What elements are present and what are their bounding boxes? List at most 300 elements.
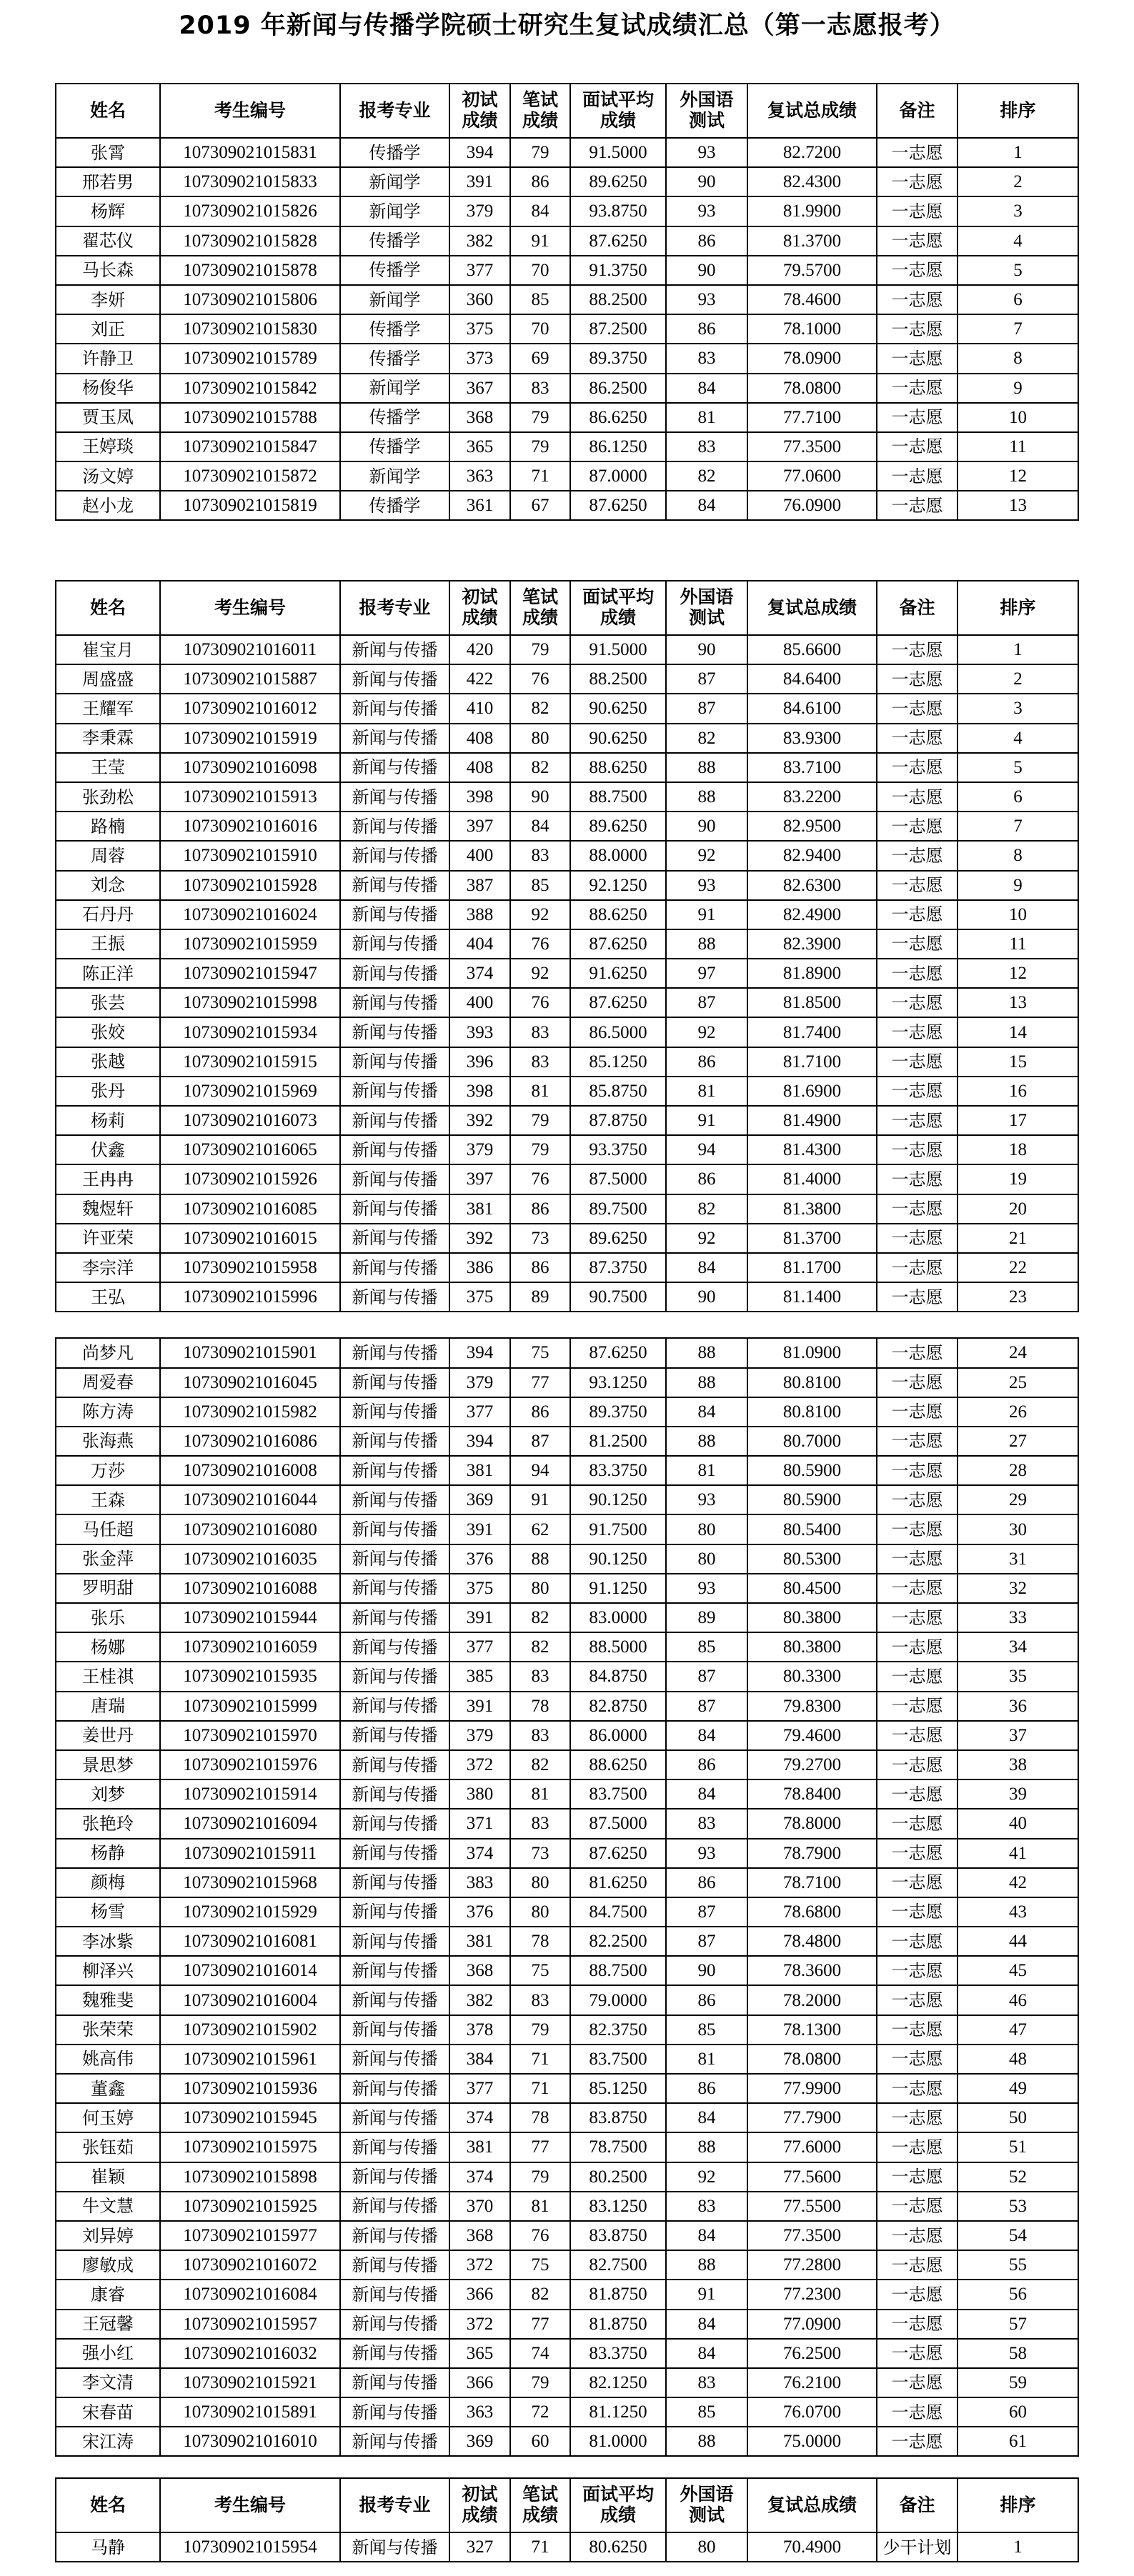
interview-avg-cell: 89.3750 bbox=[570, 1397, 666, 1427]
total-score-cell: 83.9300 bbox=[747, 724, 877, 753]
foreign-lang-cell: 83 bbox=[666, 1809, 747, 1838]
table-row bbox=[56, 1603, 1078, 1632]
written-score-cell: 80 bbox=[510, 1868, 570, 1897]
total-score-cell: 83.2200 bbox=[747, 782, 877, 812]
rank-cell: 51 bbox=[958, 2132, 1078, 2162]
name-cell: 张钰茹 bbox=[56, 2132, 160, 2162]
remark-cell: 一志愿 bbox=[877, 1574, 958, 1603]
candidate-id-cell: 107309021016032 bbox=[160, 2339, 340, 2368]
candidate-id-cell: 107309021015944 bbox=[160, 1603, 340, 1632]
table-row bbox=[56, 1662, 1078, 1691]
foreign-lang-cell: 92 bbox=[666, 1017, 747, 1047]
total-score-cell: 85.6600 bbox=[747, 635, 877, 664]
table-row bbox=[56, 1750, 1078, 1779]
rank-cell: 34 bbox=[958, 1632, 1078, 1662]
name-cell: 赵小龙 bbox=[56, 491, 160, 520]
rank-cell: 6 bbox=[958, 285, 1078, 314]
total-score-cell: 78.1000 bbox=[747, 314, 877, 344]
major-cell: 传播学 bbox=[340, 403, 449, 432]
table-row bbox=[56, 2310, 1078, 2339]
table-row bbox=[56, 2280, 1078, 2309]
header-written-score: 笔试 成绩 bbox=[510, 581, 570, 635]
table-row bbox=[56, 1282, 1078, 1312]
name-cell: 张霄 bbox=[56, 138, 160, 167]
total-score-cell: 82.4900 bbox=[747, 900, 877, 929]
interview-avg-cell: 83.3750 bbox=[570, 2339, 666, 2368]
name-cell: 康睿 bbox=[56, 2280, 160, 2309]
rank-cell: 31 bbox=[958, 1544, 1078, 1574]
interview-avg-cell: 82.8750 bbox=[570, 1692, 666, 1721]
foreign-lang-cell: 88 bbox=[666, 1368, 747, 1397]
total-score-cell: 78.0800 bbox=[747, 2045, 877, 2074]
interview-avg-cell: 83.7500 bbox=[570, 2045, 666, 2074]
table-row bbox=[56, 959, 1078, 988]
interview-avg-cell: 91.7500 bbox=[570, 1514, 666, 1544]
foreign-lang-cell: 87 bbox=[666, 664, 747, 694]
prelim-score-cell: 369 bbox=[449, 2427, 510, 2456]
foreign-lang-cell: 81 bbox=[666, 1456, 747, 1485]
table-row bbox=[56, 1809, 1078, 1838]
remark-cell: 一志愿 bbox=[877, 841, 958, 870]
prelim-score-cell: 375 bbox=[449, 1282, 510, 1312]
rank-cell: 8 bbox=[958, 841, 1078, 870]
table-row bbox=[56, 1985, 1078, 2015]
prelim-score-cell: 381 bbox=[449, 1456, 510, 1485]
major-cell: 新闻与传播 bbox=[340, 1427, 449, 1456]
table-row bbox=[56, 2074, 1078, 2103]
foreign-lang-cell: 86 bbox=[666, 314, 747, 344]
prelim-score-cell: 394 bbox=[449, 1427, 510, 1456]
interview-avg-cell: 82.2500 bbox=[570, 1927, 666, 1956]
prelim-score-cell: 398 bbox=[449, 1077, 510, 1106]
remark-cell: 一志愿 bbox=[877, 664, 958, 694]
rank-cell: 12 bbox=[958, 461, 1078, 491]
header-rank: 排序 bbox=[958, 581, 1078, 635]
major-cell: 新闻与传播 bbox=[340, 1956, 449, 1985]
written-score-cell: 77 bbox=[510, 2310, 570, 2339]
written-score-cell: 83 bbox=[510, 1047, 570, 1077]
rank-cell: 61 bbox=[958, 2427, 1078, 2456]
interview-avg-cell: 87.6250 bbox=[570, 988, 666, 1017]
major-cell: 新闻与传播 bbox=[340, 2103, 449, 2132]
candidate-id-cell: 107309021015998 bbox=[160, 988, 340, 1017]
candidate-id-cell: 107309021015982 bbox=[160, 1397, 340, 1427]
interview-avg-cell: 84.7500 bbox=[570, 1897, 666, 1927]
header-name: 姓名 bbox=[56, 2478, 160, 2532]
major-cell: 新闻与传播 bbox=[340, 1368, 449, 1397]
major-cell: 新闻与传播 bbox=[340, 2250, 449, 2280]
prelim-score-cell: 379 bbox=[449, 1368, 510, 1397]
remark-cell: 一志愿 bbox=[877, 403, 958, 432]
prelim-score-cell: 372 bbox=[449, 2250, 510, 2280]
rank-cell: 36 bbox=[958, 1692, 1078, 1721]
rank-cell: 46 bbox=[958, 1985, 1078, 2015]
table-row bbox=[56, 1427, 1078, 1456]
rank-cell: 50 bbox=[958, 2103, 1078, 2132]
total-score-cell: 81.7400 bbox=[747, 1017, 877, 1047]
name-cell: 李文清 bbox=[56, 2368, 160, 2397]
interview-avg-cell: 89.3750 bbox=[570, 344, 666, 373]
prelim-score-cell: 377 bbox=[449, 1632, 510, 1662]
total-score-cell: 78.7900 bbox=[747, 1839, 877, 1868]
rank-cell: 58 bbox=[958, 2339, 1078, 2368]
total-score-cell: 77.2300 bbox=[747, 2280, 877, 2309]
candidate-id-cell: 107309021015934 bbox=[160, 1017, 340, 1047]
total-score-cell: 78.3600 bbox=[747, 1956, 877, 1985]
interview-avg-cell: 85.8750 bbox=[570, 1077, 666, 1106]
table-row bbox=[56, 1456, 1078, 1485]
foreign-lang-cell: 84 bbox=[666, 2310, 747, 2339]
rank-cell: 40 bbox=[958, 1809, 1078, 1838]
candidate-id-cell: 107309021016035 bbox=[160, 1544, 340, 1574]
major-cell: 新闻与传播 bbox=[340, 1194, 449, 1224]
candidate-id-cell: 107309021015833 bbox=[160, 167, 340, 196]
major-cell: 新闻与传播 bbox=[340, 2162, 449, 2192]
candidate-id-cell: 107309021016045 bbox=[160, 1368, 340, 1397]
name-cell: 姜世丹 bbox=[56, 1721, 160, 1750]
foreign-lang-cell: 90 bbox=[666, 167, 747, 196]
name-cell: 刘念 bbox=[56, 871, 160, 900]
written-score-cell: 79 bbox=[510, 2368, 570, 2397]
candidate-id-cell: 107309021015957 bbox=[160, 2310, 340, 2339]
foreign-lang-cell: 93 bbox=[666, 1839, 747, 1868]
rank-cell: 3 bbox=[958, 196, 1078, 226]
candidate-id-cell: 107309021016015 bbox=[160, 1224, 340, 1253]
major-cell: 传播学 bbox=[340, 256, 449, 285]
remark-cell: 一志愿 bbox=[877, 988, 958, 1017]
rank-cell: 47 bbox=[958, 2015, 1078, 2045]
header-name: 姓名 bbox=[56, 84, 160, 138]
written-score-cell: 91 bbox=[510, 1485, 570, 1514]
name-cell: 强小红 bbox=[56, 2339, 160, 2368]
name-cell: 杨雪 bbox=[56, 1897, 160, 1927]
remark-cell: 一志愿 bbox=[877, 1721, 958, 1750]
candidate-id-cell: 107309021015969 bbox=[160, 1077, 340, 1106]
rank-cell: 6 bbox=[958, 782, 1078, 812]
foreign-lang-cell: 87 bbox=[666, 1692, 747, 1721]
name-cell: 李冰紫 bbox=[56, 1927, 160, 1956]
remark-cell: 一志愿 bbox=[877, 2074, 958, 2103]
prelim-score-cell: 396 bbox=[449, 1047, 510, 1077]
header-rank: 排序 bbox=[958, 2478, 1078, 2532]
rank-cell: 33 bbox=[958, 1603, 1078, 1632]
interview-avg-cell: 91.6250 bbox=[570, 959, 666, 988]
header-interview-avg: 面试平均 成绩 bbox=[570, 2478, 666, 2532]
header-foreign-lang: 外国语 测试 bbox=[666, 581, 747, 635]
rank-cell: 21 bbox=[958, 1224, 1078, 1253]
foreign-lang-cell: 87 bbox=[666, 1927, 747, 1956]
foreign-lang-cell: 86 bbox=[666, 1047, 747, 1077]
score-table-journalism-and-communication bbox=[55, 580, 1079, 2457]
table-row bbox=[56, 138, 1078, 167]
name-cell: 王森 bbox=[56, 1485, 160, 1514]
name-cell: 马长森 bbox=[56, 256, 160, 285]
major-cell: 新闻与传播 bbox=[340, 1164, 449, 1194]
interview-avg-cell: 80.6250 bbox=[570, 2532, 666, 2562]
candidate-id-cell: 107309021015945 bbox=[160, 2103, 340, 2132]
written-score-cell: 71 bbox=[510, 2045, 570, 2074]
header-rank: 排序 bbox=[958, 84, 1078, 138]
written-score-cell: 86 bbox=[510, 1253, 570, 1282]
name-cell: 张艳玲 bbox=[56, 1809, 160, 1838]
name-cell: 尚梦凡 bbox=[56, 1338, 160, 1367]
interview-avg-cell: 89.6250 bbox=[570, 812, 666, 841]
major-cell: 新闻与传播 bbox=[340, 1868, 449, 1897]
remark-cell: 一志愿 bbox=[877, 1427, 958, 1456]
remark-cell: 一志愿 bbox=[877, 2310, 958, 2339]
header-candidate-id: 考生编号 bbox=[160, 581, 340, 635]
table-row bbox=[56, 1135, 1078, 1164]
foreign-lang-cell: 93 bbox=[666, 138, 747, 167]
prelim-score-cell: 397 bbox=[449, 1164, 510, 1194]
prelim-score-cell: 392 bbox=[449, 1224, 510, 1253]
interview-avg-cell: 88.6250 bbox=[570, 1750, 666, 1779]
table-row bbox=[56, 753, 1078, 782]
candidate-id-cell: 107309021016081 bbox=[160, 1927, 340, 1956]
interview-avg-cell: 86.0000 bbox=[570, 1721, 666, 1750]
prelim-score-cell: 376 bbox=[449, 1897, 510, 1927]
table-row bbox=[56, 1839, 1078, 1868]
major-cell: 新闻与传播 bbox=[340, 1514, 449, 1544]
prelim-score-cell: 382 bbox=[449, 226, 510, 256]
remark-cell: 一志愿 bbox=[877, 782, 958, 812]
rank-cell: 5 bbox=[958, 256, 1078, 285]
total-score-cell: 75.0000 bbox=[747, 2427, 877, 2456]
candidate-id-cell: 107309021015828 bbox=[160, 226, 340, 256]
prelim-score-cell: 369 bbox=[449, 1485, 510, 1514]
candidate-id-cell: 107309021015830 bbox=[160, 314, 340, 344]
prelim-score-cell: 372 bbox=[449, 2310, 510, 2339]
candidate-id-cell: 107309021015842 bbox=[160, 374, 340, 403]
major-cell: 新闻与传播 bbox=[340, 1750, 449, 1779]
major-cell: 新闻与传播 bbox=[340, 1017, 449, 1047]
foreign-lang-cell: 93 bbox=[666, 871, 747, 900]
remark-cell: 一志愿 bbox=[877, 724, 958, 753]
total-score-cell: 81.3700 bbox=[747, 226, 877, 256]
rank-cell: 11 bbox=[958, 432, 1078, 461]
prelim-score-cell: 368 bbox=[449, 1956, 510, 1985]
remark-cell: 一志愿 bbox=[877, 2368, 958, 2397]
document-title: 2019 年新闻与传播学院硕士研究生复试成绩汇总（第一志愿报考） bbox=[179, 11, 955, 40]
name-cell: 贾玉凤 bbox=[56, 403, 160, 432]
header-candidate-id: 考生编号 bbox=[160, 84, 340, 138]
rank-cell: 43 bbox=[958, 1897, 1078, 1927]
major-cell: 新闻与传播 bbox=[340, 1544, 449, 1574]
rank-cell: 38 bbox=[958, 1750, 1078, 1779]
remark-cell: 一志愿 bbox=[877, 1809, 958, 1838]
written-score-cell: 81 bbox=[510, 2192, 570, 2221]
total-score-cell: 78.0900 bbox=[747, 344, 877, 373]
total-score-cell: 76.2500 bbox=[747, 2339, 877, 2368]
remark-cell: 一志愿 bbox=[877, 2045, 958, 2074]
candidate-id-cell: 107309021015878 bbox=[160, 256, 340, 285]
rank-cell: 20 bbox=[958, 1194, 1078, 1224]
interview-avg-cell: 88.7500 bbox=[570, 782, 666, 812]
major-cell: 新闻与传播 bbox=[340, 2368, 449, 2397]
table-row bbox=[56, 432, 1078, 461]
rank-cell: 54 bbox=[958, 2221, 1078, 2250]
name-cell: 廖敏成 bbox=[56, 2250, 160, 2280]
rank-cell: 7 bbox=[958, 812, 1078, 841]
written-score-cell: 62 bbox=[510, 1514, 570, 1544]
name-cell: 颜梅 bbox=[56, 1868, 160, 1897]
header-written-score: 笔试 成绩 bbox=[510, 2478, 570, 2532]
foreign-lang-cell: 80 bbox=[666, 2532, 747, 2562]
prelim-score-cell: 373 bbox=[449, 344, 510, 373]
candidate-id-cell: 107309021015926 bbox=[160, 1164, 340, 1194]
total-score-cell: 77.5500 bbox=[747, 2192, 877, 2221]
total-score-cell: 77.2800 bbox=[747, 2250, 877, 2280]
written-score-cell: 79 bbox=[510, 138, 570, 167]
prelim-score-cell: 382 bbox=[449, 1985, 510, 2015]
section-gap-cell bbox=[56, 1312, 1078, 1338]
header-name: 姓名 bbox=[56, 581, 160, 635]
header-major: 报考专业 bbox=[340, 581, 449, 635]
interview-avg-cell: 84.8750 bbox=[570, 1662, 666, 1691]
header-remark: 备注 bbox=[877, 84, 958, 138]
foreign-lang-cell: 88 bbox=[666, 929, 747, 959]
table-row bbox=[56, 1692, 1078, 1721]
written-score-cell: 75 bbox=[510, 1956, 570, 1985]
remark-cell: 一志愿 bbox=[877, 900, 958, 929]
name-cell: 万莎 bbox=[56, 1456, 160, 1485]
name-cell: 罗明甜 bbox=[56, 1574, 160, 1603]
total-score-cell: 70.4900 bbox=[747, 2532, 877, 2562]
total-score-cell: 82.4300 bbox=[747, 167, 877, 196]
prelim-score-cell: 363 bbox=[449, 461, 510, 491]
remark-cell: 一志愿 bbox=[877, 1253, 958, 1282]
table-row bbox=[56, 1956, 1078, 1985]
written-score-cell: 70 bbox=[510, 256, 570, 285]
total-score-cell: 76.0700 bbox=[747, 2397, 877, 2427]
major-cell: 新闻与传播 bbox=[340, 812, 449, 841]
candidate-id-cell: 107309021015935 bbox=[160, 1662, 340, 1691]
table-row bbox=[56, 2045, 1078, 2074]
interview-avg-cell: 87.2500 bbox=[570, 314, 666, 344]
rank-cell: 30 bbox=[958, 1514, 1078, 1544]
major-cell: 新闻与传播 bbox=[340, 2132, 449, 2162]
written-score-cell: 79 bbox=[510, 1106, 570, 1135]
total-score-cell: 77.0900 bbox=[747, 2310, 877, 2339]
foreign-lang-cell: 90 bbox=[666, 812, 747, 841]
foreign-lang-cell: 82 bbox=[666, 461, 747, 491]
remark-cell: 少干计划 bbox=[877, 2532, 958, 2562]
total-score-cell: 77.7100 bbox=[747, 403, 877, 432]
table-row bbox=[56, 2103, 1078, 2132]
written-score-cell: 87 bbox=[510, 1427, 570, 1456]
table-row bbox=[56, 871, 1078, 900]
written-score-cell: 79 bbox=[510, 2015, 570, 2045]
prelim-score-cell: 374 bbox=[449, 2103, 510, 2132]
written-score-cell: 86 bbox=[510, 1397, 570, 1427]
rank-cell: 9 bbox=[958, 374, 1078, 403]
candidate-id-cell: 107309021016011 bbox=[160, 635, 340, 664]
foreign-lang-cell: 85 bbox=[666, 2397, 747, 2427]
interview-avg-cell: 83.3750 bbox=[570, 1456, 666, 1485]
total-score-cell: 82.6300 bbox=[747, 871, 877, 900]
header-total-score: 复试总成绩 bbox=[747, 84, 877, 138]
total-score-cell: 80.3300 bbox=[747, 1662, 877, 1691]
foreign-lang-cell: 86 bbox=[666, 1750, 747, 1779]
remark-cell: 一志愿 bbox=[877, 1194, 958, 1224]
rank-cell: 9 bbox=[958, 871, 1078, 900]
total-score-cell: 81.1400 bbox=[747, 1282, 877, 1312]
table-row bbox=[56, 900, 1078, 929]
rank-cell: 42 bbox=[958, 1868, 1078, 1897]
candidate-id-cell: 107309021016012 bbox=[160, 694, 340, 723]
candidate-id-cell: 107309021016014 bbox=[160, 1956, 340, 1985]
candidate-id-cell: 107309021015891 bbox=[160, 2397, 340, 2427]
candidate-id-cell: 107309021016085 bbox=[160, 1194, 340, 1224]
name-cell: 王婷琰 bbox=[56, 432, 160, 461]
written-score-cell: 79 bbox=[510, 403, 570, 432]
remark-cell: 一志愿 bbox=[877, 2427, 958, 2456]
foreign-lang-cell: 91 bbox=[666, 2280, 747, 2309]
candidate-id-cell: 107309021015968 bbox=[160, 1868, 340, 1897]
rank-cell: 35 bbox=[958, 1662, 1078, 1691]
foreign-lang-cell: 93 bbox=[666, 196, 747, 226]
remark-cell: 一志愿 bbox=[877, 167, 958, 196]
major-cell: 新闻与传播 bbox=[340, 2427, 449, 2456]
major-cell: 新闻与传播 bbox=[340, 2280, 449, 2309]
remark-cell: 一志愿 bbox=[877, 812, 958, 841]
foreign-lang-cell: 86 bbox=[666, 1868, 747, 1897]
total-score-cell: 84.6400 bbox=[747, 664, 877, 694]
header-prelim-score: 初试 成绩 bbox=[449, 2478, 510, 2532]
name-cell: 张芸 bbox=[56, 988, 160, 1017]
table-row bbox=[56, 988, 1078, 1017]
foreign-lang-cell: 86 bbox=[666, 1985, 747, 2015]
table-row bbox=[56, 1017, 1078, 1047]
interview-avg-cell: 83.8750 bbox=[570, 2103, 666, 2132]
remark-cell: 一志愿 bbox=[877, 2132, 958, 2162]
name-cell: 杨俊华 bbox=[56, 374, 160, 403]
written-score-cell: 81 bbox=[510, 1779, 570, 1809]
rank-cell: 1 bbox=[958, 2532, 1078, 2562]
rank-cell: 57 bbox=[958, 2310, 1078, 2339]
name-cell: 牛文慧 bbox=[56, 2192, 160, 2221]
foreign-lang-cell: 90 bbox=[666, 1282, 747, 1312]
prelim-score-cell: 408 bbox=[449, 724, 510, 753]
rank-cell: 39 bbox=[958, 1779, 1078, 1809]
prelim-score-cell: 397 bbox=[449, 812, 510, 841]
interview-avg-cell: 88.2500 bbox=[570, 285, 666, 314]
remark-cell: 一志愿 bbox=[877, 1456, 958, 1485]
candidate-id-cell: 107309021015847 bbox=[160, 432, 340, 461]
foreign-lang-cell: 87 bbox=[666, 1897, 747, 1927]
foreign-lang-cell: 82 bbox=[666, 1194, 747, 1224]
name-cell: 杨莉 bbox=[56, 1106, 160, 1135]
major-cell: 新闻与传播 bbox=[340, 1632, 449, 1662]
prelim-score-cell: 381 bbox=[449, 1194, 510, 1224]
table-header-row bbox=[56, 581, 1078, 635]
interview-avg-cell: 81.8750 bbox=[570, 2280, 666, 2309]
total-score-cell: 81.9900 bbox=[747, 196, 877, 226]
major-cell: 新闻与传播 bbox=[340, 1603, 449, 1632]
remark-cell: 一志愿 bbox=[877, 2339, 958, 2368]
header-interview-avg: 面试平均 成绩 bbox=[570, 84, 666, 138]
total-score-cell: 77.5600 bbox=[747, 2162, 877, 2192]
name-cell: 马静 bbox=[56, 2532, 160, 2562]
written-score-cell: 79 bbox=[510, 432, 570, 461]
major-cell: 新闻与传播 bbox=[340, 959, 449, 988]
written-score-cell: 86 bbox=[510, 167, 570, 196]
total-score-cell: 81.7100 bbox=[747, 1047, 877, 1077]
remark-cell: 一志愿 bbox=[877, 2192, 958, 2221]
foreign-lang-cell: 86 bbox=[666, 2074, 747, 2103]
foreign-lang-cell: 80 bbox=[666, 1514, 747, 1544]
total-score-cell: 78.1300 bbox=[747, 2015, 877, 2045]
